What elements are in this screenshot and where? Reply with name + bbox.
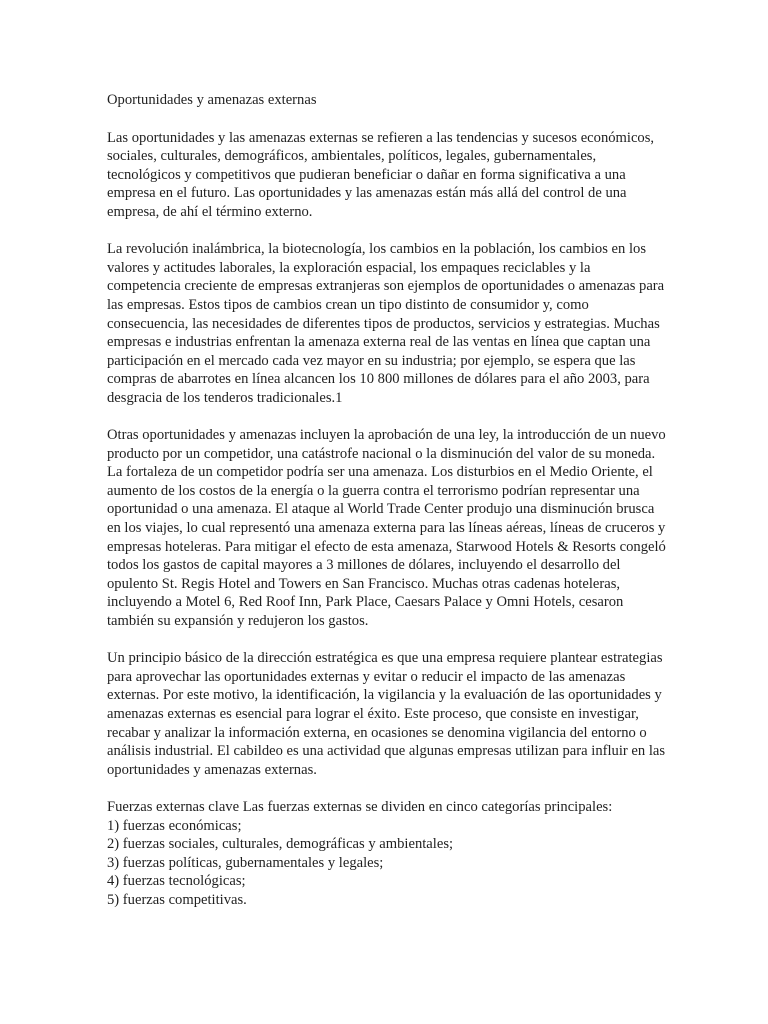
list-item: 2) fuerzas sociales, culturales, demográficas y ambientales; xyxy=(107,836,454,853)
document-title: Oportunidades y amenazas externas xyxy=(107,92,317,108)
list-item: 1) fuerzas económicas; xyxy=(107,817,242,834)
list-item: 5) fuerzas competitivas. xyxy=(107,891,247,908)
list-item: 3) fuerzas políticas, gubernamentales y legales; xyxy=(107,854,384,871)
paragraph-examples: La revolución inalámbrica, la biotecnología, los cambios en la población, los cambios en los valores y actitudes laborales, la exploración espacial, los empaques reciclables y la competencia creciente de empresas extranjeras son ejemplos de oportunidades o amenazas para las empresas. Estos tipos de cambios crean un tipo distinto de consumidor y, como consecuencia, las necesidades de diferentes tipos de productos, servicios y estrategias. Muchas empresas e industrias enfrentan la amenaza externa real de las ventas en línea que captan una participación en el mercado cada vez mayor en su industria; por ejemplo, se espera que las compras de abarrotes en línea alcancen los 10 800 millones de dólares para el año 2003, para desgracia de los tenderos tradicionales.1 xyxy=(107,241,665,406)
paragraph-other-opportunities: Otras oportunidades y amenazas incluyen la aprobación de una ley, la introducción de un nuevo producto por un competidor, una catástrofe nacional o la disminución del valor de su moneda. La fortaleza de un competidor podría ser una amenaza. Los disturbios en el Medio Oriente, el aumento de los costos de la energía o la guerra contra el terrorismo podrían representar una oportunidad o una amenaza. El ataque al World Trade Center produjo una disminución brusca en los viajes, lo cual representó una amenaza externa para las líneas aéreas, líneas de cruceros y empresas hoteleras. Para mitigar el efecto de esta amenaza, Starwood Hotels & Resorts congeló todos los gastos de capital mayores a 3 millones de dólares, incluyendo el desarrollo del opulento St. Regis Hotel and Towers en San Francisco. Muchas otras cadenas hoteleras, incluyendo a Motel 6, Red Roof Inn, Park Place, Caesars Palace y Omni Hotels, cesaron también su expansión y redujeron los gastos. xyxy=(107,427,666,630)
document-page xyxy=(107,91,667,910)
paragraph-strategic-principle: Un principio básico de la dirección estratégica es que una empresa requiere plantear estrategias para aprovechar las oportunidades externas y evitar o reducir el impacto de las amenazas externas. Por este motivo, la identificación, la vigilancia y la evaluación de las oportunidades y amenazas externas es esencial para lograr el éxito. Este proceso, que consiste en investigar, recabar y analizar la información externa, en ocasiones se denomina vigilancia del entorno o análisis industrial. El cabildeo es una actividad que algunas empresas utilizan para influir en las oportunidades y amenazas externas. xyxy=(107,650,666,778)
external-forces-intro: Fuerzas externas clave Las fuerzas externas se dividen en cinco categorías principales: xyxy=(107,798,613,815)
paragraph-definition: Las oportunidades y las amenazas externas se refieren a las tendencias y sucesos económicos, sociales, culturales, demográficos, ambientales, políticos, legales, gubernamentales, tecnológicos y competitivos que pudieran beneficiar o dañar en forma significativa a una empresa en el futuro. Las oportunidades y las amenazas están más allá del control de una empresa, de ahí el término externo. xyxy=(107,129,655,220)
list-item: 4) fuerzas tecnológicas; xyxy=(107,873,246,890)
external-forces-list xyxy=(107,817,667,910)
